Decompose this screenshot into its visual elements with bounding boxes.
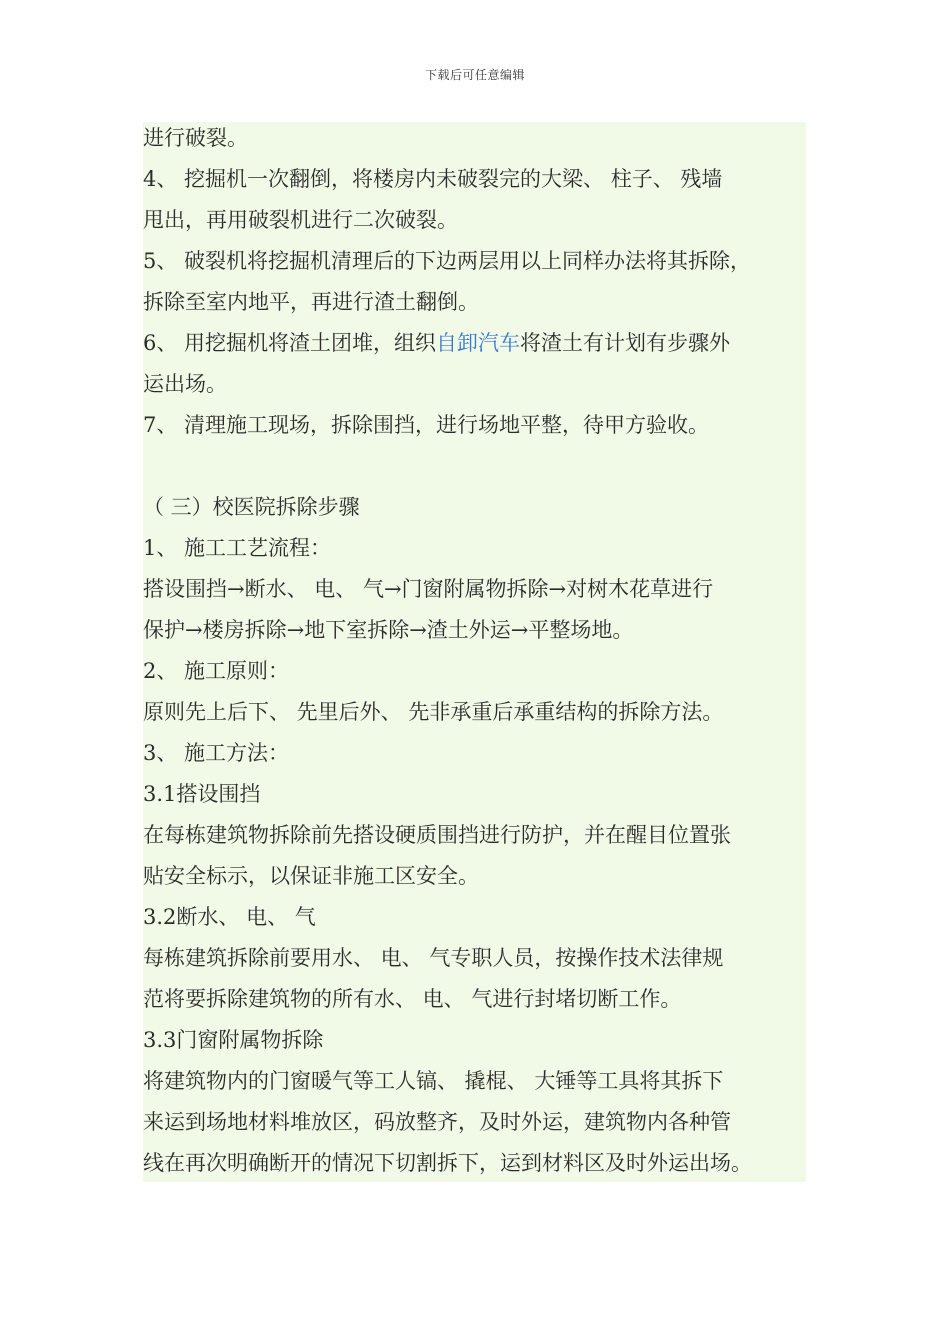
subsection-heading: 3.3门窗附属物拆除 bbox=[143, 1028, 324, 1052]
paragraph-line: 拆除至室内地平，再进行渣土翻倒。 bbox=[143, 290, 479, 314]
paragraph-line: 范将要拆除建筑物的所有水、 电、 气进行封堵切断工作。 bbox=[143, 987, 682, 1011]
paragraph-line: 5、 破裂机将挖掘机清理后的下边两层用以上同样办法将其拆除， bbox=[143, 249, 752, 273]
paragraph-line: 7、 清理施工现场，拆除围挡，进行场地平整，待甲方验收。 bbox=[143, 413, 710, 437]
paragraph-line: 2、 施工原则： bbox=[143, 659, 290, 683]
paragraph-line: 原则先上后下、 先里后外、 先非承重后承重结构的拆除方法。 bbox=[143, 700, 724, 724]
paragraph-line: 进行破裂。 bbox=[143, 126, 248, 150]
subsection-heading: 3.1搭设围挡 bbox=[143, 782, 261, 806]
paragraph-line: 4、 挖掘机一次翻倒，将楼房内未破裂完的大梁、 柱子、 残墙 bbox=[143, 167, 723, 191]
paragraph-line: 3、 施工方法： bbox=[143, 741, 290, 765]
line-text: 将渣土有计划有步骤外 bbox=[520, 331, 731, 355]
paragraph-line: 线在再次明确断开的情况下切割拆下，运到材料区及时外运出场。 bbox=[143, 1151, 752, 1175]
paragraph-line: 1、 施工工艺流程： bbox=[143, 536, 332, 560]
subsection-heading: 3.2断水、 电、 气 bbox=[143, 905, 316, 929]
dump-truck-link[interactable]: 自卸汽车 bbox=[436, 331, 521, 355]
paragraph-line: 将建筑物内的门窗暖气等工人镐、 撬棍、 大锤等工具将其拆下 bbox=[143, 1069, 724, 1093]
line-text: 6、 用挖掘机将渣土团堆，组织 bbox=[143, 331, 437, 355]
paragraph-line: 甩出，再用破裂机进行二次破裂。 bbox=[143, 208, 458, 232]
paragraph-line: 运出场。 bbox=[143, 372, 227, 396]
paragraph-line: 来运到场地材料堆放区，码放整齐，及时外运，建筑物内各种管 bbox=[143, 1110, 731, 1134]
document-body bbox=[143, 122, 806, 1182]
paragraph-line: 搭设围挡→断水、 电、 气→门窗附属物拆除→对树木花草进行 bbox=[143, 577, 714, 601]
paragraph-line: 贴安全标示，以保证非施工区安全。 bbox=[143, 864, 479, 888]
page-header-note: 下载后可任意编辑 bbox=[424, 68, 525, 82]
paragraph-line: 保护→楼房拆除→地下室拆除→渣土外运→平整场地。 bbox=[143, 618, 634, 642]
paragraph-line: 在每栋建筑物拆除前先搭设硬质围挡进行防护，并在醒目位置张 bbox=[143, 823, 731, 847]
paragraph-line: 每栋建筑拆除前要用水、 电、 气专职人员，按操作技术法律规 bbox=[143, 946, 724, 970]
section-heading: （ 三）校医院拆除步骤 bbox=[143, 495, 360, 519]
paragraph-line bbox=[143, 329, 730, 357]
